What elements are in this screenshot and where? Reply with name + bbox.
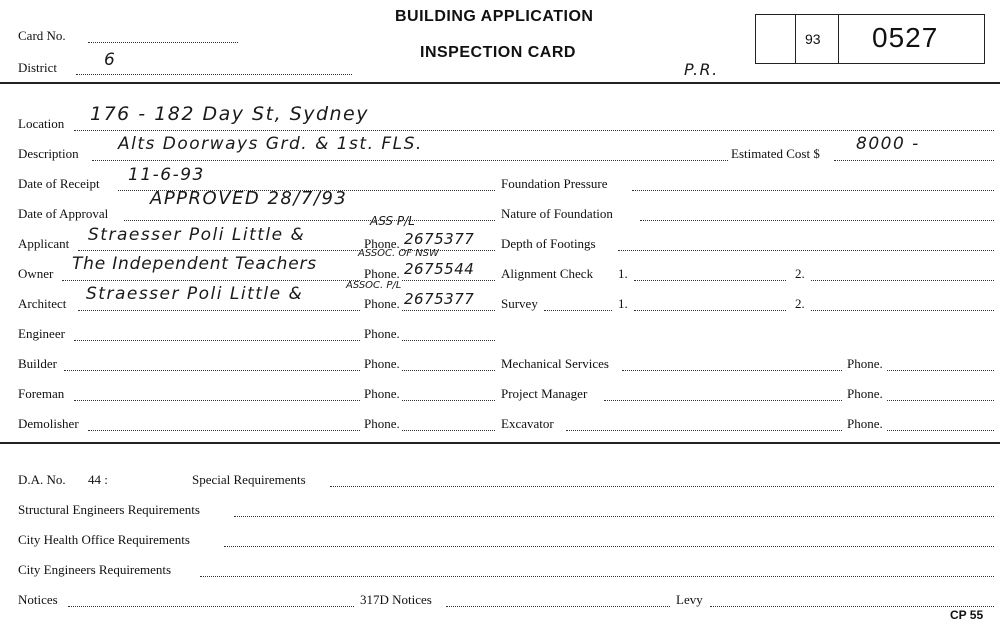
- foreman-line: [74, 400, 360, 401]
- card-number: 0527: [872, 22, 939, 53]
- demolisher-phone-line: [402, 430, 495, 431]
- survey-2-line: [811, 310, 994, 311]
- applicant-line: [78, 250, 360, 251]
- builder-label: Builder: [18, 356, 57, 371]
- lower-section-rule: [0, 442, 1000, 444]
- owner-value: The Independent Teachers: [72, 254, 317, 274]
- date-of-approval-label: Date of Approval: [18, 206, 109, 221]
- applicant-label: Applicant: [18, 236, 70, 251]
- card-no-label: Card No.: [18, 28, 66, 43]
- initials: P.R.: [684, 60, 719, 79]
- special-requirements-line: [330, 486, 994, 487]
- nature-of-foundation-line: [640, 220, 994, 221]
- city-engineers-label: City Engineers Requirements: [18, 562, 172, 577]
- alignment-check-label: Alignment Check: [501, 266, 594, 281]
- applicant-phone: 2675377: [404, 230, 475, 248]
- alignment-check-1-label: 1.: [618, 266, 628, 281]
- project-manager-line: [604, 400, 842, 401]
- owner-phone-label: Phone.: [364, 266, 400, 281]
- date-of-approval-line: [124, 220, 495, 221]
- applicant-note: ASS P/L: [370, 214, 415, 228]
- project-manager-label: Project Manager: [501, 386, 588, 401]
- structural-engineers-label: Structural Engineers Requirements: [18, 502, 200, 517]
- nature-of-foundation-label: Nature of Foundation: [501, 206, 613, 221]
- estimated-cost-line: [834, 160, 994, 161]
- foreman-phone-line: [402, 400, 495, 401]
- engineer-label: Engineer: [18, 326, 65, 341]
- notices-317d-line: [446, 606, 670, 607]
- excavator-label: Excavator: [501, 416, 554, 431]
- foundation-pressure-label: Foundation Pressure: [501, 176, 608, 191]
- city-health-label: City Health Office Requirements: [18, 532, 190, 547]
- depth-of-footings-label: Depth of Footings: [501, 236, 596, 251]
- excavator-line: [566, 430, 842, 431]
- city-engineers-line: [200, 576, 994, 577]
- project-manager-phone-line: [887, 400, 994, 401]
- owner-note: ASSOC. OF NSW: [358, 248, 439, 259]
- special-requirements-label: Special Requirements: [192, 472, 306, 487]
- levy-label: Levy: [676, 592, 703, 607]
- survey-label: Survey: [501, 296, 538, 311]
- date-of-approval-value: APPROVED 28/7/93: [150, 188, 348, 209]
- card-number-divider: [838, 14, 839, 64]
- description-label: Description: [18, 146, 79, 161]
- architect-note: ASSOC. P/L: [346, 280, 402, 291]
- card-number-divider: [795, 14, 796, 64]
- architect-label: Architect: [18, 296, 67, 311]
- mechanical-services-label: Mechanical Services: [501, 356, 609, 371]
- da-no-label: D.A. No.: [18, 472, 66, 487]
- notices-label: Notices: [18, 592, 58, 607]
- engineer-phone-line: [402, 340, 495, 341]
- description-value: Alts Doorways Grd. & 1st. FLS.: [118, 134, 423, 154]
- survey-line: [544, 310, 612, 311]
- applicant-value: Straesser Poli Little &: [88, 225, 306, 245]
- location-line: [74, 130, 994, 131]
- architect-phone: 2675377: [404, 290, 475, 308]
- date-of-receipt-value: 11-6-93: [128, 165, 205, 185]
- district-value: 6: [104, 50, 117, 70]
- builder-line: [64, 370, 360, 371]
- district-line: [76, 74, 352, 75]
- mechanical-services-phone-line: [887, 370, 994, 371]
- estimated-cost-value: 8000 -: [856, 134, 920, 154]
- demolisher-line: [88, 430, 360, 431]
- engineer-line: [74, 340, 360, 341]
- foundation-pressure-line: [632, 190, 994, 191]
- demolisher-label: Demolisher: [18, 416, 79, 431]
- form-title-line1: BUILDING APPLICATION: [395, 8, 594, 25]
- location-label: Location: [18, 116, 65, 131]
- structural-engineers-line: [234, 516, 994, 517]
- mechanical-services-line: [622, 370, 842, 371]
- survey-2-label: 2.: [795, 296, 805, 311]
- notices-317d-label: 317D Notices: [360, 592, 432, 607]
- applicant-phone-label: Phone.: [364, 236, 400, 251]
- district-label: District: [18, 60, 57, 75]
- owner-phone: 2675544: [404, 260, 475, 278]
- alignment-check-2-label: 2.: [795, 266, 805, 281]
- form-code: CP 55: [950, 608, 984, 622]
- estimated-cost-label: Estimated Cost $: [731, 146, 820, 161]
- form-title-line2: INSPECTION CARD: [420, 44, 576, 61]
- engineer-phone-label: Phone.: [364, 326, 400, 341]
- city-health-line: [224, 546, 994, 547]
- owner-phone-line: [402, 280, 495, 281]
- architect-phone-label: Phone.: [364, 296, 400, 311]
- depth-of-footings-line: [618, 250, 994, 251]
- owner-label: Owner: [18, 266, 54, 281]
- year-code: 93: [805, 31, 821, 47]
- levy-line: [710, 606, 994, 607]
- owner-line: [62, 280, 360, 281]
- date-of-receipt-label: Date of Receipt: [18, 176, 100, 191]
- survey-1-label: 1.: [618, 296, 628, 311]
- da-no-value: 44 :: [88, 472, 108, 487]
- demolisher-phone-label: Phone.: [364, 416, 400, 431]
- foreman-phone-label: Phone.: [364, 386, 400, 401]
- builder-phone-label: Phone.: [364, 356, 400, 371]
- architect-value: Straesser Poli Little &: [86, 284, 304, 304]
- architect-phone-line: [402, 310, 495, 311]
- header-rule: [0, 82, 1000, 84]
- architect-line: [78, 310, 360, 311]
- excavator-phone-label: Phone.: [847, 416, 883, 431]
- project-manager-phone-label: Phone.: [847, 386, 883, 401]
- survey-1-line: [634, 310, 786, 311]
- card-no-line: [88, 42, 238, 43]
- location-value: 176 - 182 Day St, Sydney: [90, 103, 369, 125]
- builder-phone-line: [402, 370, 495, 371]
- foreman-label: Foreman: [18, 386, 65, 401]
- mechanical-services-phone-label: Phone.: [847, 356, 883, 371]
- notices-line: [68, 606, 354, 607]
- description-line: [92, 160, 728, 161]
- alignment-check-1-line: [634, 280, 786, 281]
- excavator-phone-line: [887, 430, 994, 431]
- card-number-box: [755, 14, 985, 64]
- alignment-check-2-line: [811, 280, 994, 281]
